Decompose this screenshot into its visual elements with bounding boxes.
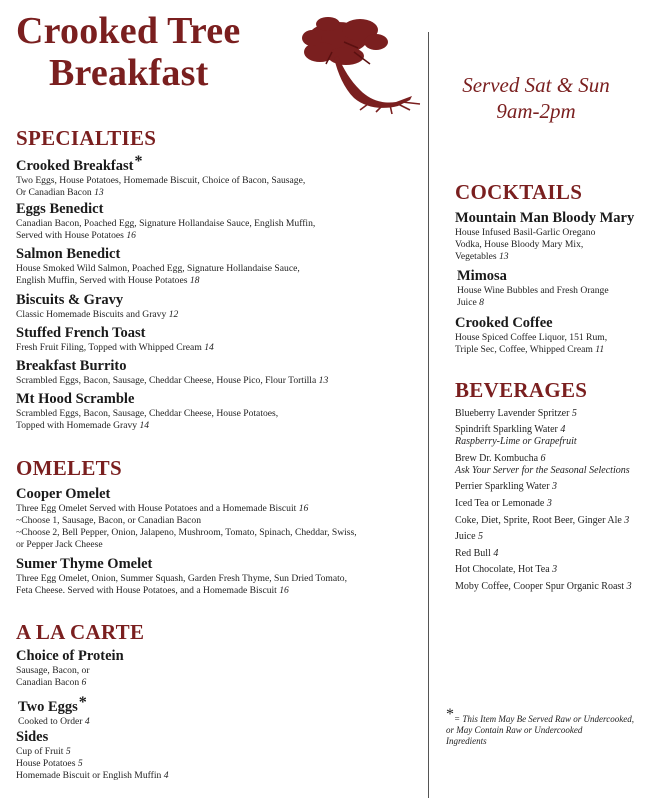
beverage-name: Spindrift Sparkling Water [455,424,558,435]
beverage-item [455,453,546,465]
omelets-heading: OMELETS [16,456,122,480]
item-description: Fresh Fruit Filing, Topped with Whipped Cream [16,342,202,353]
item-name: Crooked Coffee [455,315,553,331]
item-name: Mt Hood Scramble [16,391,135,407]
beverage-item [455,564,557,576]
item-name: Mimosa [457,268,507,284]
beverage-name: Iced Tea or Lemonade [455,498,545,509]
item-description: Triple Sec, Coffee, Whipped Cream [455,344,593,355]
title-line-2: Breakfast [49,52,209,94]
beverage-name: Perrier Sparkling Water [455,481,550,492]
item-description: House Infused Basil-Garlic Oregano [455,227,596,238]
beverage-item [455,498,552,510]
item-description: Cup of Fruit [16,746,64,757]
beverage-price: 3 [552,481,558,492]
item-name: Salmon Benedict [16,246,121,262]
menu-item [16,201,315,242]
item-description: House Potatoes [16,758,76,769]
item-description: Feta Cheese. Served with House Potatoes, and a Homemade Biscuit [16,585,277,596]
item-description: Canadian Bacon [16,677,80,688]
item-price: 11 [595,344,605,355]
beverage-price: 3 [546,498,552,509]
beverage-name: Blueberry Lavender Spritzer [455,408,570,419]
item-option: or Pepper Jack Cheese [16,539,103,550]
beverage-item [455,515,629,527]
alacarte-heading: A LA CARTE [16,620,145,644]
item-price: 13 [498,251,509,262]
item-description: Three Egg Omelet Served with House Potatoes and a Homemade Biscuit [16,503,297,514]
served-hours [436,72,636,124]
item-description: House Spiced Coffee Liquor, 151 Rum, [455,332,608,343]
beverage-item [455,548,498,560]
beverage-flavors: Ask Your Server for the Seasonal Selections [455,465,630,476]
beverage-name: Hot Chocolate, Hot Tea [455,564,550,575]
menu-item [16,292,178,321]
cocktails-heading: COCKTAILS [455,180,583,204]
beverage-item [455,531,483,543]
item-description: House Smoked Wild Salmon, Poached Egg, Signature Hollandaise Sauce, [16,263,300,274]
raw-warning-star: * [78,694,87,711]
beverage-price: 5 [571,408,577,419]
item-description: Served with House Potatoes [16,230,124,241]
menu-item [16,325,214,354]
beverage-price: 4 [493,548,499,559]
menu-item [16,391,278,432]
item-description: Scrambled Eggs, Bacon, Sausage, Cheddar Cheese, House Potatoes, [16,408,279,419]
item-description: Three Egg Omelet, Onion, Summer Squash, Garden Fresh Thyme, Sun Dried Tomato, [16,573,347,584]
beverage-item [455,481,557,493]
item-description: Vodka, House Bloody Mary Mix, [455,239,584,250]
menu-item [16,648,124,689]
item-price: 5 [65,746,71,757]
beverage-name: Moby Coffee, Cooper Spur Organic Roast [455,581,625,592]
beverage-price: 3 [624,515,630,526]
item-price: 5 [77,758,83,769]
item-name: Two Eggs [18,699,78,715]
beverage-price: 3 [626,581,632,592]
beverage-flavors: Raspberry-Lime or Grapefruit [455,436,577,447]
beverage-name: Red Bull [455,548,491,559]
menu-item [16,358,328,387]
item-name: Stuffed French Toast [16,325,146,341]
item-price: 13 [94,187,104,198]
footnote-star: * [446,706,454,723]
menu-item [16,486,357,551]
menu-item [457,268,609,309]
beverage-item [455,581,632,593]
item-description: Or Canadian Bacon [16,187,92,198]
item-name: Sumer Thyme Omelet [16,556,153,572]
served-days: Served Sat & Sun [462,73,610,97]
item-description: Canadian Bacon, Poached Egg, Signature Hollandaise Sauce, English Muffin, [16,218,316,229]
beverage-name: Brew Dr. Kombucha [455,453,539,464]
item-description: English Muffin, Served with House Potatoes [16,275,188,286]
item-name: Biscuits & Gravy [16,292,124,308]
raw-warning-star: * [134,153,143,170]
beverage-subtext [455,436,577,448]
item-option: ~Choose 2, Bell Pepper, Onion, Jalapeno, Mushroom, Tomato, Spinach, Cheddar, Swiss, [16,527,357,538]
menu-title [16,10,240,94]
item-price: 4 [163,770,169,781]
column-divider [428,32,429,798]
menu-item [16,153,305,199]
item-name: Sides [16,729,49,745]
item-description: Sausage, Bacon, or [16,665,90,676]
item-name: Cooper Omelet [16,486,111,502]
item-price: 18 [189,275,200,286]
item-name: Eggs Benedict [16,201,104,217]
item-name: Choice of Protein [16,648,124,664]
menu-item [18,694,90,728]
item-description: Two Eggs, House Potatoes, Homemade Biscuit, Choice of Bacon, Sausage, [16,175,306,186]
item-description: Vegetables [455,251,497,262]
item-price: 16 [126,230,136,241]
item-description: Topped with Homemade Gravy [16,420,138,431]
beverage-name: Juice [455,531,476,542]
menu-item [455,210,634,263]
item-price: 14 [204,342,214,353]
beverage-item [455,408,577,420]
beverage-item [455,424,565,436]
item-description: Classic Homemade Biscuits and Gravy [16,309,167,320]
item-price: 8 [479,297,484,308]
item-price: 4 [84,716,90,727]
footnote-line-1: = This Item May Be Served Raw or Undercooked, [454,714,634,724]
beverage-price: 5 [478,531,484,542]
footnote-line-3: Ingredients [446,736,487,746]
item-price: 16 [279,585,289,596]
served-time: 9am-2pm [496,99,576,123]
item-price: 14 [139,420,150,431]
menu-item [455,315,607,356]
item-name: Crooked Breakfast [16,158,134,174]
item-name: Mountain Man Bloody Mary [455,210,635,226]
raw-food-footnote [446,706,651,747]
item-description: Cooked to Order [18,716,83,727]
item-option: ~Choose 1, Sausage, Bacon, or Canadian Bacon [16,515,202,526]
beverage-name: Coke, Diet, Sprite, Root Beer, Ginger Ale [455,515,622,526]
beverage-price: 4 [560,424,566,435]
menu-item [16,246,300,287]
menu-item [16,556,347,597]
item-name: Breakfast Burrito [16,358,127,374]
title-line-1: Crooked Tree [16,10,241,52]
specialties-heading: SPECIALTIES [16,126,157,150]
item-price: 13 [318,375,329,386]
item-description: House Wine Bubbles and Fresh Orange [457,285,609,296]
beverage-price: 3 [552,564,558,575]
item-description: Homemade Biscuit or English Muffin [16,770,162,781]
item-price: 12 [168,309,179,320]
item-price: 16 [298,503,309,514]
item-description: Juice [457,297,477,308]
menu-item [16,729,169,782]
item-price: 6 [81,677,87,688]
footnote-line-2: or May Contain Raw or Undercooked [446,725,583,735]
beverages-heading: BEVERAGES [455,378,588,402]
beverage-subtext [455,465,630,477]
crooked-tree-icon [298,12,426,116]
item-description: Scrambled Eggs, Bacon, Sausage, Cheddar Cheese, House Pico, Flour Tortilla [16,375,317,386]
beverage-price: 6 [540,453,546,464]
